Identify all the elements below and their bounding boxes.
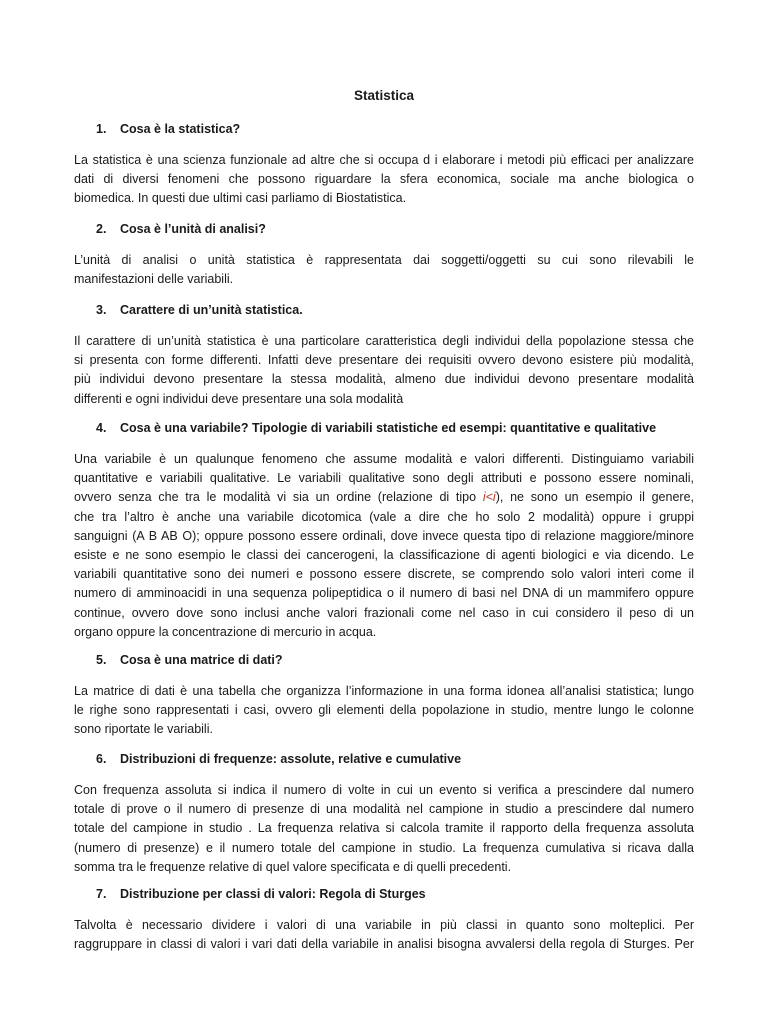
paragraph-line: sanguigni (A B AB O); oppure possono essere ordinali, dove invece questa tipo di relazione maggiore/minore [74, 528, 694, 543]
paragraph-line: quantitative e variabili qualitative. Le variabili qualitative sono degli attributi e possono essere nominali, [74, 471, 694, 486]
paragraph-line: somma tra le frequenze relative di quel valore specificata e di quelli precedenti. [74, 859, 512, 874]
section-title: Carattere di un’unità statistica. [120, 303, 303, 317]
paragraph-line: sono riportate le variabili. [74, 722, 213, 737]
section-title: Distribuzione per classi di valori: Regola di Sturges [120, 887, 426, 901]
section-number: 7. [96, 887, 107, 901]
paragraph-line: che tra l’altro è anche una variabile dicotomica (vale a dire che ho solo 2 modalità) oppure i gruppi [74, 509, 694, 524]
paragraph-line: differenti e ogni individui deve presentare una sola modalità [74, 391, 404, 406]
paragraph-line: La matrice di dati è una tabella che organizza l’informazione in una forma idonea all’analisi statistica; lungo [74, 684, 694, 698]
paragraph-text: ovvero senza che tra le modalità vi sia un ordine (relazione di tipo [74, 490, 477, 505]
section-number: 4. [96, 421, 107, 435]
section-5-paragraph [74, 682, 694, 740]
section-number: 5. [96, 653, 107, 667]
paragraph-line: biomedica. In questi due ultimi casi parliamo di Biostatistica. [74, 191, 407, 206]
paragraph-line: Talvolta è necessario dividere i valori di una variabile in più classi in quanto sono molteplici. Per [74, 918, 694, 932]
document-title: Statistica [353, 88, 415, 103]
paragraph-text: ), ne sono un esempio il genere, [495, 490, 694, 505]
section-3-heading [96, 303, 303, 317]
section-title: Cosa è una matrice di dati? [120, 653, 283, 667]
paragraph-line: La statistica è una scienza funzionale ad altre che si occupa d i elaborare i metodi più efficaci per analizzare [74, 153, 694, 167]
section-4-heading [96, 421, 656, 435]
paragraph-line: più individui devono presentare la stessa modalità, almeno due individui devono presentare modalità [74, 372, 694, 387]
paragraph-line: manifestazioni delle variabili. [74, 272, 234, 287]
section-7-paragraph [74, 916, 694, 954]
section-6-heading [96, 752, 461, 766]
paragraph-line: esiste e ne sono esempio le classi dei cancerogeni, la classificazione di agenti biologici e via dicendo. Le [74, 547, 694, 562]
section-1-heading [96, 122, 240, 136]
paragraph-line: totale del campione in studio . La frequenza relativa si calcola tramite il rapporto della frequenza assoluta [74, 821, 694, 836]
paragraph-line: variabili quantitative sono dei numeri e possono essere discrete, se comprendo solo valori interi come il [74, 567, 694, 582]
paragraph-line: totale di prove o il numero di presenze di una modalità nel campione in studio a prescindere dal numero [74, 802, 694, 817]
section-2-heading [96, 222, 266, 236]
paragraph-line: organo oppure la concentrazione di mercurio in acqua. [74, 624, 377, 639]
paragraph-line: raggruppare in classi di valori i vari dati della variabile in analisi bisogna avvalersi della regola di Sturges. Per [74, 937, 694, 952]
paragraph-line: continue, ovvero dove sono inclusi anche valori frazionali come nel caso in cui considero il peso di un [74, 605, 694, 620]
paragraph-line: Con frequenza assoluta si indica il numero di volte in cui un evento si verifica a prescindere dal numero [74, 783, 694, 797]
paragraph-line: Una variabile è un qualunque fenomeno che assume modalità e valori differenti. Distinguiamo variabili [74, 452, 694, 466]
section-title: Cosa è l’unità di analisi? [120, 222, 266, 236]
section-4-paragraph [74, 450, 694, 642]
paragraph-line-with-formula [74, 488, 694, 507]
paragraph-line: (numero di presenze) e il numero totale del campione in studio. La frequenza cumulativa si ricava dalla [74, 840, 694, 855]
section-1-paragraph [74, 151, 694, 209]
paragraph-line: le righe sono rappresentati i casi, ovvero gli elementi della popolazione in studio, mentre lungo le colonne [74, 703, 694, 718]
paragraph-line: si presenta con forme differenti. Infatti deve presentare dei requisiti ovvero devono esistere più modalità, [74, 353, 694, 368]
section-6-paragraph [74, 781, 694, 877]
section-3-paragraph [74, 332, 694, 409]
section-number: 1. [96, 122, 107, 136]
section-title: Cosa è una variabile? Tipologie di variabili statistiche ed esempi: quantitative e qualitative [120, 421, 657, 435]
paragraph-line: Il carattere di un’unità statistica è una particolare caratteristica degli individui della popolazione stessa che [74, 334, 694, 348]
paragraph-line: L’unità di analisi o unità statistica è rappresentata dai soggetti/oggetti su cui sono rilevabili le [74, 253, 694, 267]
paragraph-line: dati di diversi fenomeni che possono riguardare la sfera economica, sociale ma anche biologica o [74, 172, 694, 187]
section-number: 2. [96, 222, 107, 236]
section-number: 6. [96, 752, 107, 766]
section-7-heading [96, 887, 426, 901]
section-title: Distribuzioni di frequenze: assolute, relative e cumulative [120, 752, 462, 766]
inequality-formula: i<i [482, 490, 496, 505]
paragraph-line: numero di amminoacidi in una sequenza polipeptidica o il numero di basi nel DNA di un mammifero oppure [74, 586, 694, 601]
section-2-paragraph [74, 251, 694, 289]
section-5-heading [96, 653, 283, 667]
section-number: 3. [96, 303, 107, 317]
section-title: Cosa è la statistica? [120, 122, 241, 136]
